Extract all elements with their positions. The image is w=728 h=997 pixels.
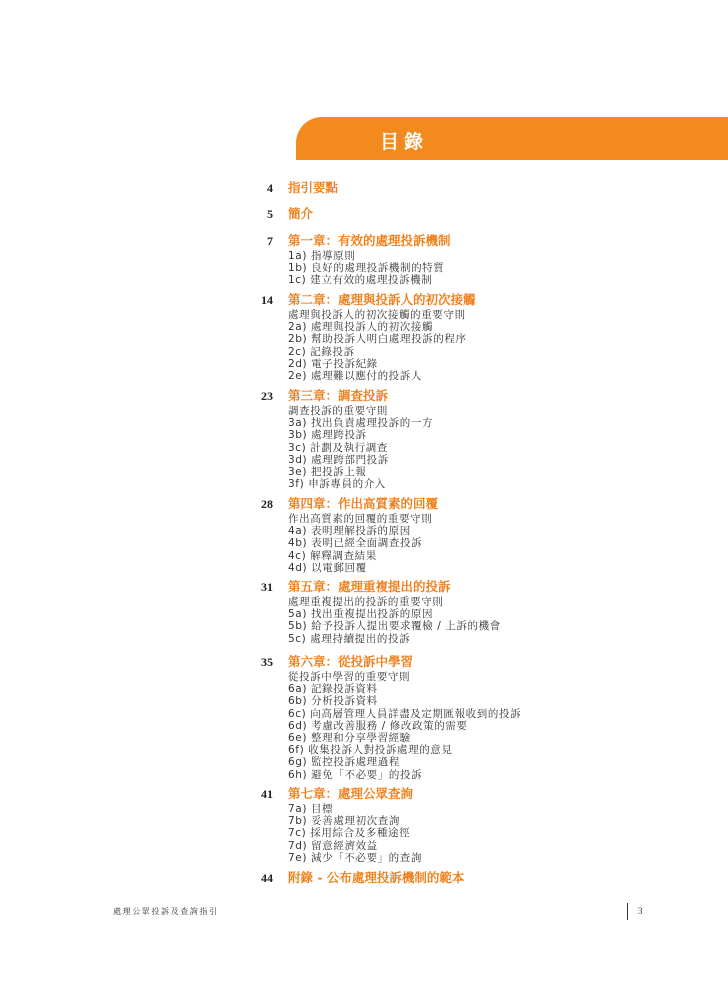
- toc-subsection-list: [288, 596, 501, 645]
- footer-document-title: 處理公眾投訴及查詢指引: [113, 907, 219, 916]
- toc-chapter-title[interactable]: 第一章：有效的處理投訴機制: [288, 233, 451, 248]
- toc-subsection[interactable]: 6a) 記錄投訴資料: [288, 683, 378, 696]
- page-title: 目錄: [380, 131, 429, 153]
- toc-page-number: 23: [261, 389, 273, 403]
- toc-subsection[interactable]: 5b) 給予投訴人提出要求覆檢 / 上訴的機會: [288, 620, 501, 633]
- toc-page-number: 14: [261, 293, 273, 307]
- toc-subsection[interactable]: 2e) 處理難以應付的投訴人: [288, 370, 422, 383]
- footer-page-number: 3: [638, 906, 643, 916]
- toc-subsection-list: [288, 405, 433, 490]
- toc-subsection[interactable]: 6c) 向高層管理人員詳盡及定期匯報收到的投訴: [288, 707, 522, 720]
- toc-subsection[interactable]: 從投訴中學習的重要守則: [288, 671, 411, 683]
- toc-subsection[interactable]: 6b) 分析投訴資料: [288, 695, 378, 708]
- footer-divider: [627, 903, 628, 920]
- toc-chapter-title[interactable]: 第二章：處理與投訴人的初次接觸: [288, 292, 476, 307]
- toc-subsection[interactable]: 1c) 建立有效的處理投訴機制: [288, 274, 433, 287]
- toc-subsection[interactable]: 調查投訴的重要守則: [288, 405, 388, 417]
- toc-subsection[interactable]: 1b) 良好的處理投訴機制的特質: [288, 262, 445, 275]
- toc-subsection[interactable]: 7a) 目標: [288, 803, 334, 815]
- toc-page-number: 31: [261, 580, 273, 594]
- header-banner: [296, 117, 728, 160]
- toc-chapter-title[interactable]: 第六章：從投訴中學習: [288, 654, 414, 669]
- toc-chapter-title[interactable]: 指引要點: [288, 180, 339, 195]
- toc-subsection[interactable]: 3e) 把投訴上報: [288, 466, 367, 479]
- toc-subsection[interactable]: 5c) 處理持續提出的投訴: [288, 632, 411, 645]
- toc-subsection-list: [288, 803, 422, 864]
- toc-subsection[interactable]: 6f) 收集投訴人對投訴處理的意見: [288, 744, 453, 757]
- toc-chapter-title[interactable]: 第三章：調查投訴: [288, 388, 389, 403]
- toc-chapter-title[interactable]: 附錄 - 公布處理投訴機制的範本: [288, 870, 465, 885]
- toc-subsection[interactable]: 7c) 採用綜合及多種途徑: [288, 827, 411, 840]
- toc-page-number: 7: [267, 234, 273, 248]
- toc-subsection[interactable]: 7e) 減少「不必要」的查詢: [288, 851, 422, 864]
- toc-chapter-title[interactable]: 簡介: [288, 206, 314, 221]
- toc-subsection[interactable]: 2b) 幫助投訴人明白處理投訴的程序: [288, 333, 467, 346]
- toc-subsection-list: [288, 671, 521, 781]
- toc-subsection[interactable]: 4d) 以電郵回覆: [288, 561, 367, 574]
- toc-chapter-title[interactable]: 第七章：處理公眾查詢: [288, 786, 414, 801]
- toc-subsection[interactable]: 處理與投訴人的初次接觸的重要守則: [288, 309, 466, 321]
- toc-subsection[interactable]: 4c) 解釋調查結果: [288, 549, 377, 562]
- toc-chapter-title[interactable]: 第五章：處理重複提出的投訴: [288, 579, 451, 594]
- toc-subsection[interactable]: 2a) 處理與投訴人的初次接觸: [288, 321, 434, 334]
- toc-subsection[interactable]: 6e) 整理和分享學習經驗: [288, 732, 411, 745]
- toc-subsection[interactable]: 4a) 表明理解投訴的原因: [288, 525, 411, 538]
- toc-page-number: 44: [261, 871, 273, 885]
- toc-page-number: 28: [261, 497, 273, 511]
- toc-subsection[interactable]: 3b) 處理跨投訴: [288, 429, 367, 442]
- toc-page-number: 4: [267, 181, 273, 195]
- toc-subsection[interactable]: 3a) 找出負責處理投訴的一方: [288, 417, 434, 430]
- toc-subsection[interactable]: 3d) 處理跨部門投訴: [288, 453, 389, 466]
- toc-subsection-list: [288, 309, 467, 382]
- toc-subsection[interactable]: 6g) 監控投訴處理過程: [288, 756, 400, 769]
- toc-subsection[interactable]: 3c) 計劃及執行調查: [288, 441, 388, 454]
- toc-subsection[interactable]: 7d) 留意經濟效益: [288, 839, 378, 852]
- toc-subsection[interactable]: 2d) 電子投訴紀錄: [288, 357, 378, 370]
- toc-page-number: 41: [261, 787, 273, 801]
- toc-subsection[interactable]: 作出高質素的回覆的重要守則: [288, 513, 433, 525]
- toc-subsection[interactable]: 處理重複提出的投訴的重要守則: [288, 596, 444, 608]
- toc-subsection[interactable]: 5a) 找出重複提出投訴的原因: [288, 608, 434, 621]
- toc-subsection-list: [288, 513, 432, 574]
- toc-chapter-title[interactable]: 第四章：作出高質素的回覆: [288, 496, 439, 511]
- toc-subsection[interactable]: 6h) 避免「不必要」的投訴: [288, 768, 423, 781]
- toc-page-number: 35: [261, 655, 273, 669]
- toc-subsection-list: [288, 250, 444, 287]
- toc-subsection[interactable]: 6d) 考慮改善服務 / 修改政策的需要: [288, 719, 468, 732]
- toc-subsection[interactable]: 1a) 指導原則: [288, 250, 356, 262]
- toc-subsection[interactable]: 3f) 申訴專員的介入: [288, 478, 386, 491]
- toc-subsection[interactable]: 7b) 妥善處理初次查詢: [288, 815, 400, 828]
- toc-subsection[interactable]: 2c) 記錄投訴: [288, 345, 355, 358]
- toc-subsection[interactable]: 4b) 表明已經全面調查投訴: [288, 537, 423, 550]
- toc-page-number: 5: [267, 207, 273, 221]
